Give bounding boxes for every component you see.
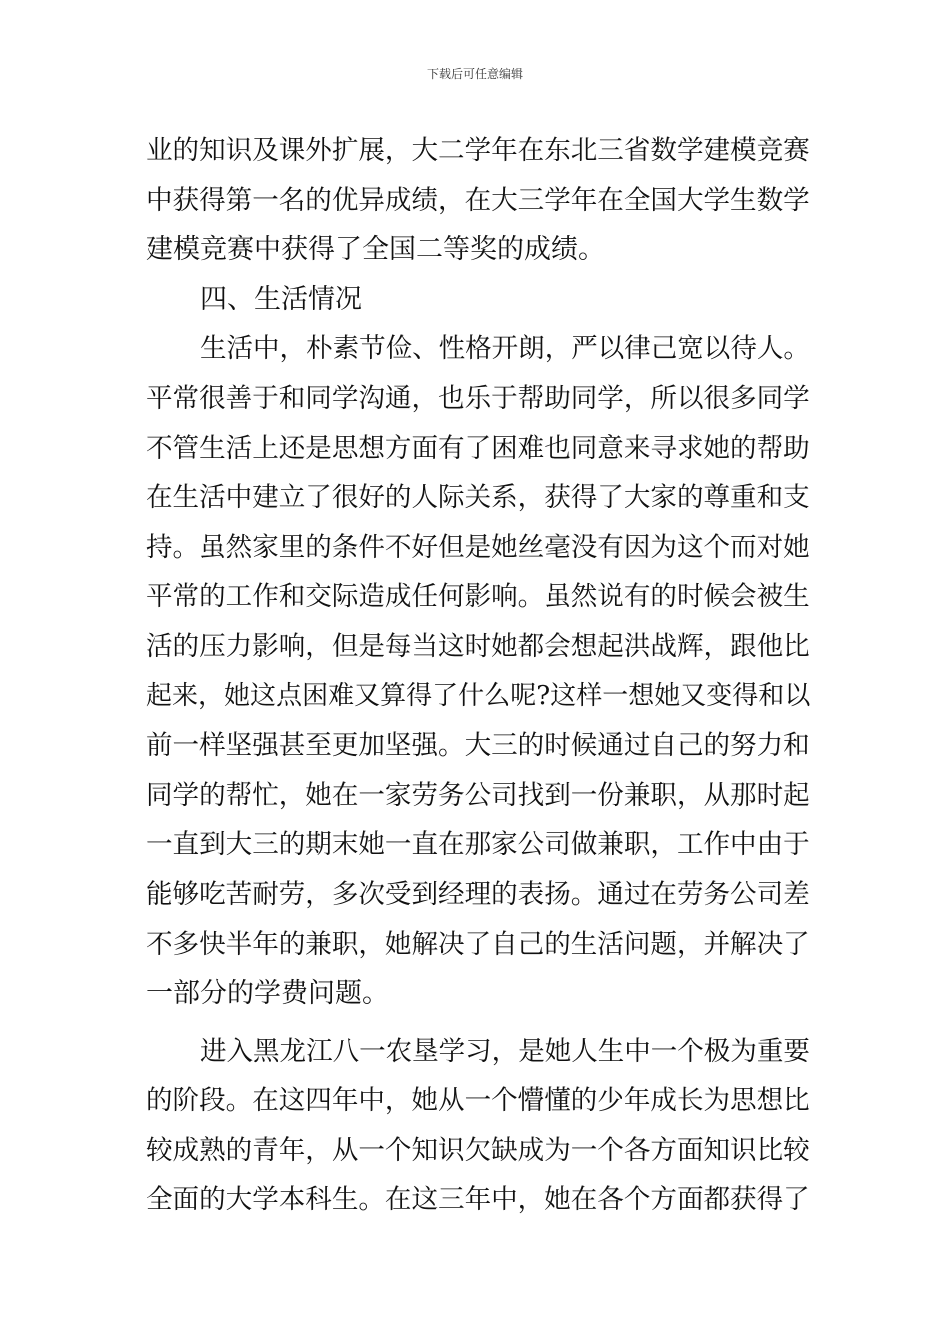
text-line: 不管生活上还是思想方面有了困难也同意来寻求她的帮助: [146, 432, 810, 464]
text-line: 前一样坚强甚至更加坚强。大三的时候通过自己的努力和: [146, 730, 810, 762]
text-line: 进入黑龙江八一农垦学习，是她人生中一个极为重要: [200, 1035, 810, 1067]
text-line: 建模竞赛中获得了全国二等奖的成绩。: [146, 234, 605, 266]
text-line: 能够吃苦耐劳，多次受到经理的表扬。通过在劳务公司差: [146, 878, 810, 910]
text-line: 的阶段。在这四年中，她从一个懵懂的少年成长为思想比: [146, 1085, 810, 1117]
text-line: 较成熟的青年，从一个知识欠缺成为一个各方面知识比较: [146, 1134, 810, 1166]
text-line: 在生活中建立了很好的人际关系，获得了大家的尊重和支: [146, 482, 810, 514]
text-line: 业的知识及课外扩展，大二学年在东北三省数学建模竞赛: [146, 135, 810, 166]
text-line: 持。虽然家里的条件不好但是她丝毫没有因为这个而对她: [146, 531, 810, 563]
page-header: 下载后可任意编辑: [426, 67, 523, 81]
text-line: 活的压力影响，但是每当这时她都会想起洪战辉，跟他比: [146, 630, 810, 662]
text-line: 不多快半年的兼职，她解决了自己的生活问题，并解决了: [146, 928, 810, 960]
text-line: 一直到大三的期末她一直在那家公司做兼职，工作中由于: [146, 829, 810, 861]
text-line: 中获得第一名的优异成绩，在大三学年在全国大学生数学: [146, 184, 810, 216]
text-line: 全面的大学本科生。在这三年中，她在各个方面都获得了: [146, 1184, 810, 1216]
text-line: 起来，她这点困难又算得了什么呢?这样一想她又变得和以: [146, 680, 811, 711]
text-line: 生活中，朴素节俭、性格开朗，严以律己宽以待人。: [200, 333, 810, 365]
text-line: 一部分的学费问题。: [146, 978, 389, 1010]
section-heading: 四、生活情况: [200, 283, 362, 315]
text-line: 同学的帮忙，她在一家劳务公司找到一份兼职，从那时起: [146, 779, 810, 811]
text-line: 平常很善于和同学沟通，也乐于帮助同学，所以很多同学: [146, 382, 810, 414]
document-body: [146, 126, 810, 1225]
text-line: 平常的工作和交际造成任何影响。虽然说有的时候会被生: [146, 581, 810, 613]
paragraph-gap: [146, 1019, 810, 1027]
